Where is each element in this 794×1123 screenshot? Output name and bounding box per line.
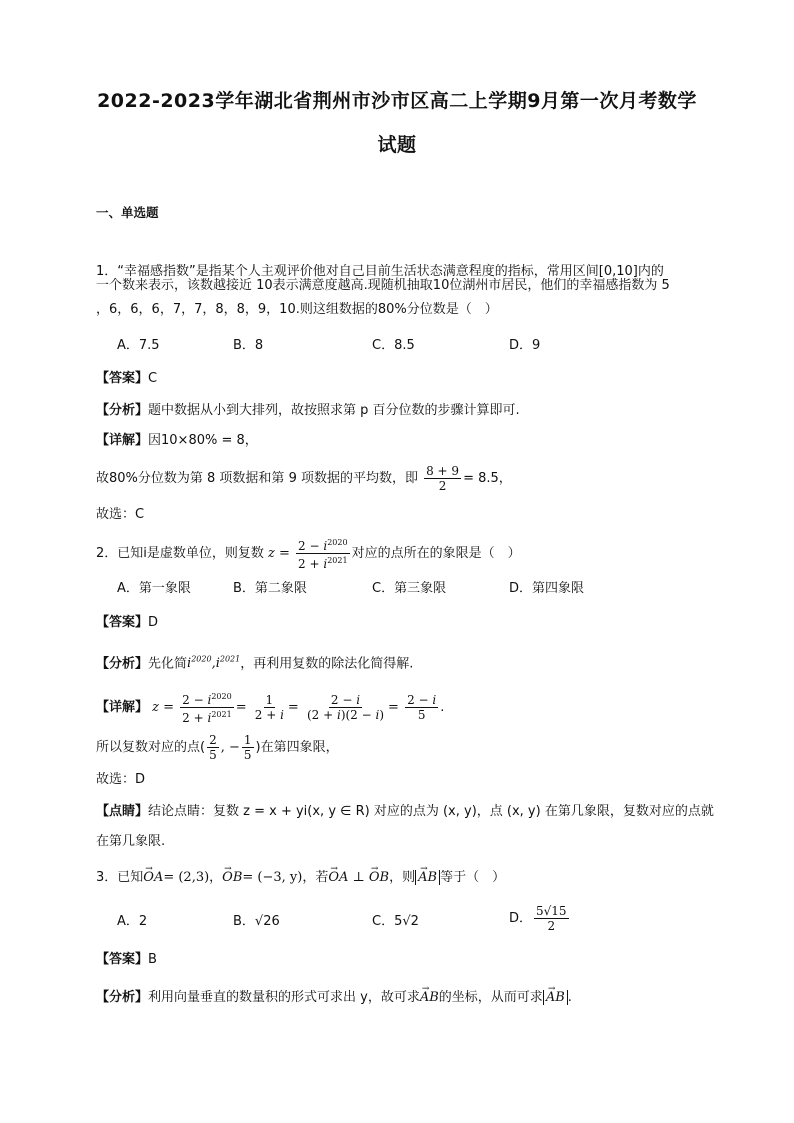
q1-option-c: C．8.5 [372, 338, 415, 353]
vector-oa: → OA [143, 868, 163, 888]
q3-option-b: B．√26 [233, 914, 280, 929]
q2-analysis [96, 650, 413, 674]
q1-detail-text: 因10×80% = 8， [148, 433, 258, 448]
q2-detail-end: . [440, 700, 445, 715]
q2-stem-frac-den: $2 + i^{2021}$ [298, 556, 348, 571]
analysis-label: 【分析】 [96, 403, 149, 418]
comment-label: 【点睛】 [96, 804, 149, 819]
q3-stem-text-e: 等于（ ） [440, 870, 506, 885]
vector-ab-abs-2: → AB [543, 990, 568, 1005]
q1-detail2-result: = 8.5， [463, 471, 512, 486]
q2-option-a: A．第一象限 [117, 581, 191, 596]
q1-analysis [96, 401, 520, 421]
q2-answer-value: D [148, 615, 159, 630]
q3-answer [96, 950, 157, 970]
section-heading: 一、单选题 [96, 205, 159, 220]
q1-detail2 [96, 464, 512, 493]
q2-detail-z: z = [152, 700, 175, 715]
q3-option-d-prefix: D． [509, 911, 533, 926]
answer-label: 【答案】 [96, 952, 149, 967]
q2-comment-text: 结论点睛：复数 z = x + yi(x, y ∈ R) 对应的点为 (x, y)，点 (x, y) 在第几象限，复数对应的点就 [148, 804, 714, 819]
q1-fraction-num: 8 + 9 [426, 464, 460, 478]
answer-label: 【答案】 [96, 615, 149, 630]
q2-stem [96, 536, 521, 571]
q1-fraction-den: 2 [438, 479, 447, 493]
q1-conclusion: 故选：C [96, 507, 145, 522]
q1-option-b: B．8 [233, 338, 264, 353]
q3-option-a: A．2 [117, 914, 148, 929]
q3-answer-value: B [148, 952, 157, 967]
q1-stem-line3: ，6，6，6，7，7，8，8，9，10.则这组数据的80%分位数是（ ） [96, 302, 498, 317]
q2-comment-line1 [96, 802, 714, 822]
q2-detail-frac2: $\frac{1}{2 + i}$ [254, 693, 284, 722]
detail-label: 【详解】 [96, 433, 149, 448]
q3-option-c: C．5√2 [372, 914, 419, 929]
q1-option-a: A．7.5 [117, 338, 160, 353]
q3-stem-text-d: ，则 [389, 870, 416, 885]
q2-option-b: B．第二象限 [233, 581, 307, 596]
q3-option-d [509, 904, 571, 933]
q2-analysis-math: $i^{2020},i^{2021}$ [187, 655, 241, 672]
q3-stem: 3．已知→ OA= (2,3)，→ OB= (−3, y)，若→ OA ⊥ → OB，则→ AB 等于（ ） [96, 868, 505, 888]
q1-analysis-text: 题中数据从小到大排列，故按照求第 p 百分位数的步骤计算即可. [148, 403, 520, 418]
q2-point-y: $\frac{1}{5}$ [243, 733, 252, 762]
q3-stem-text-a: 3．已知 [96, 870, 144, 885]
q3-option-d-den: 2 [547, 919, 556, 933]
analysis-label: 【分析】 [96, 656, 149, 672]
q3-option-d-num: 5√15 [536, 904, 567, 918]
q2-z-var: z = [268, 546, 290, 561]
q1-answer-value: C [148, 371, 158, 386]
q2-stem-text-b: 对应的点所在的象限是（ ） [351, 546, 521, 561]
analysis-label: 【分析】 [96, 990, 149, 1005]
q3-analysis-text-c: . [567, 990, 572, 1005]
answer-label: 【答案】 [96, 371, 149, 386]
q3-analysis [96, 988, 572, 1008]
vector-ab-abs: → AB [415, 870, 440, 885]
q2-analysis-text-b: ，再利用复数的除法化简得解. [240, 656, 414, 672]
q2-point-text-b: )在第四象限， [255, 740, 339, 755]
q2-point-text-a: 所以复数对应的点( [96, 740, 206, 755]
q2-analysis-text-a: 先化简 [148, 656, 188, 672]
q2-detail-frac3: $\frac{2 - i}{(2 + i)(2 - i)}$ [306, 693, 385, 722]
q2-stem-text-a: 2．已知i是虚数单位，则复数 [96, 546, 264, 561]
q1-fraction [424, 464, 461, 493]
q1-stem-line1: 1．“幸福感指数”是指某个人主观评价他对自己目前生活状态满意程度的指标，常用区间[0,10]内的 [96, 264, 664, 279]
vector-ab: → AB [420, 988, 439, 1008]
q2-point: 所以复数对应的点( $\frac{2}{5}$ , − $\frac{1}{5}$ )在第四象限， [96, 733, 339, 762]
q1-detail2-text: 故80%分位数为第 8 项数据和第 9 项数据的平均数，即 [96, 471, 418, 486]
q3-option-d-fraction [534, 904, 569, 933]
q3-stem-text-c: = (−3, y)，若 [242, 870, 329, 885]
q1-option-d: D．9 [509, 338, 541, 353]
q2-detail-frac4: $\frac{2 - i}{5}$ [407, 693, 437, 722]
q2-stem-fraction [296, 536, 350, 571]
q1-stem-line2: 一个数来表示，该数越接近 10表示满意度越高.现随机抽取10位湖州市居民，他们的幸福感指数为 5 [96, 278, 670, 293]
q2-point-x: $\frac{2}{5}$ [209, 733, 217, 762]
vector-oa-2: → OA [328, 868, 348, 888]
q1-answer [96, 369, 157, 389]
page-title-line1: 2022-2023学年湖北省荆州市沙市区高二上学期9月第一次月考数学 [97, 90, 697, 112]
page-title-line2: 试题 [377, 134, 417, 156]
q3-stem-text-b: = (2,3)， [163, 870, 223, 885]
q3-analysis-text-a: 利用向量垂直的数量积的形式可求出 y，故可求 [148, 990, 420, 1005]
vector-ob-2: → OB [369, 868, 389, 888]
q2-detail: 【详解】 z = $\frac{2 - i^{2020}}{2 + i^{2021}}$ = $\frac{1}{2 + i}$ = $\frac{2 - i}{(2 + i)(2 - i)}$ = $\frac{2 - i}{5}$ . [96, 692, 445, 725]
q1-detail [96, 431, 258, 451]
q3-analysis-text-b: 的坐标，从而可求 [438, 990, 543, 1005]
q2-comment-line2: 在第几象限. [96, 834, 166, 849]
q2-conclusion: 故选：D [96, 772, 146, 787]
vector-ob: → OB [222, 868, 242, 888]
q2-option-d: D．第四象限 [509, 581, 585, 596]
detail-label: 【详解】 [96, 700, 149, 715]
q2-option-c: C．第三象限 [372, 581, 447, 596]
q2-stem-frac-num: $2 - i^{2020}$ [298, 538, 348, 553]
q2-detail-frac1: $\frac{2 - i^{2020}}{2 + i^{2021}}$ [182, 692, 232, 725]
q2-answer [96, 613, 158, 633]
